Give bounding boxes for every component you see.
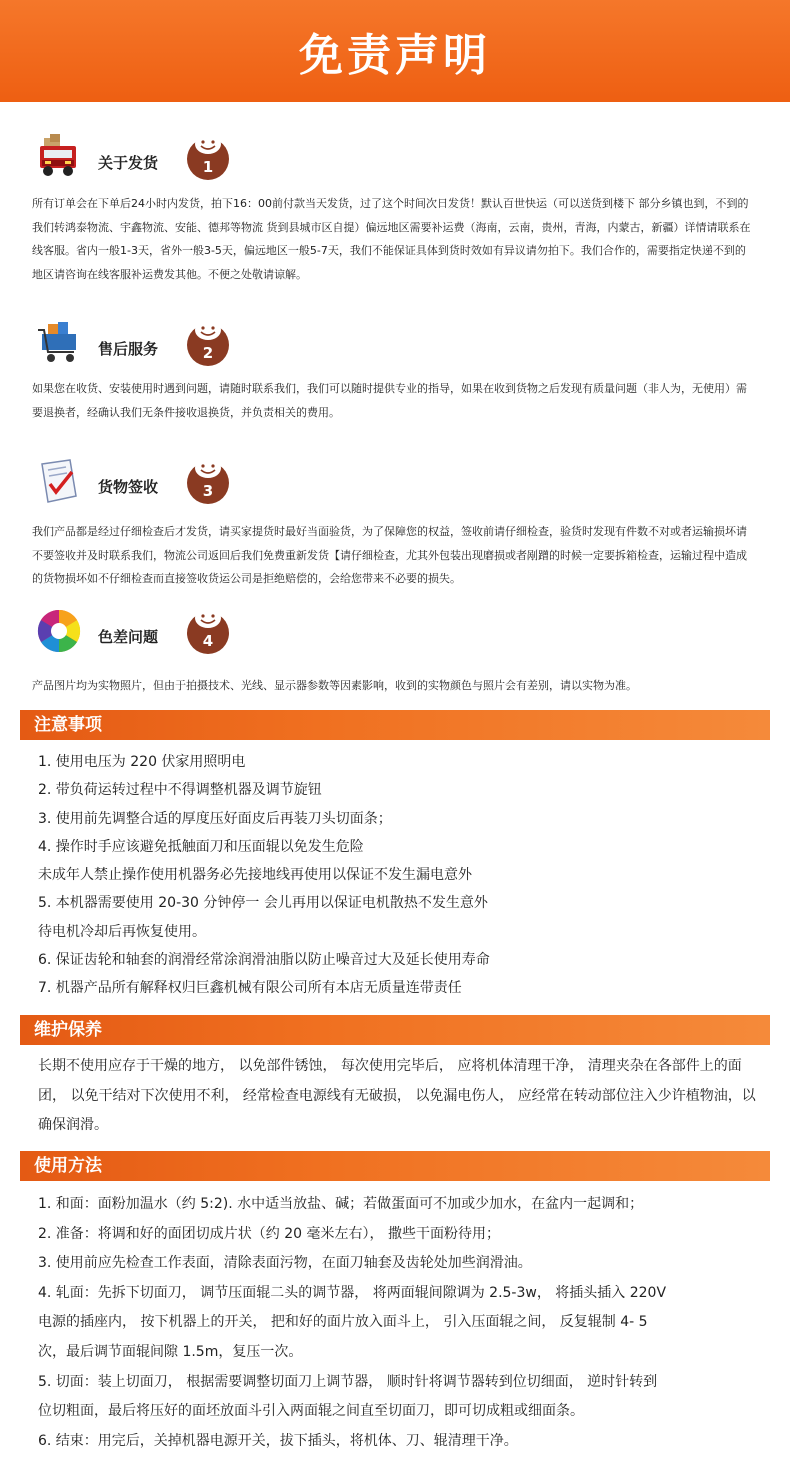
list-item: 电源的插座内， 按下机器上的开关， 把和好的面片放入面斗上， 引入压面辊之间， 反复辊制 4- 5 [38,1314,648,1331]
section-body-aftersales: 如果您在收货、安装使用时遇到问题，请随时联系我们，我们可以随时提供专业的指导，如果在收到货物之后发现有质量问题（非人为，无使用）需要退换者，经确认我们无条件接收退换货，并负责相关的费用。 [32,382,747,419]
list-item: 1. 和面：面粉加温水（约 5:2). 水中适当放盐、碱；若做蛋面可不加或少加水，在盆内一起调和； [38,1196,644,1212]
number-badge [186,456,230,506]
color-wheel-icon [36,608,82,654]
list-item: 次，最后调节面辊间隙 1.5m，复压一次。 [38,1343,303,1360]
section-head-signing [36,454,256,514]
section-body-signing: 我们产品都是经过仔细检查后才发货，请买家提货时最好当面验货，为了保障您的权益，签收前请仔细检查，验货时发现有件数不对或者运输损坏请不要签收并及时联系我们，物流公司返回后我们免费重新发货【请仔细检查，尤其外包装出现磨损或者剐蹭的时候一定要拆箱检查，运输过程中造成的货物损坏如不仔细检查而直接签收货运公司是拒绝赔偿的，会给您带来不必要的损失。 [32,525,747,585]
maintenance-body: 长期不使用应存于干燥的地方， 以免部件锈蚀， 每次使用完毕后， 应将机体清理干净， 清理夹杂在各部件上的面团， 以免干结对下次使用不利， 经常检查电源线有无破损， 以免漏电伤人， 应经常在转动部位注入少许植物油，以确保润滑。 [38,1058,756,1133]
list-item: 5. 本机器需要使用 20-30 分钟停一 会儿再用以保证电机散热不发生意外 [38,895,488,912]
page-title: 免责声明 [299,30,491,81]
section-body-color: 产品图片均为实物照片，但由于拍摄技术、光线、显示器参数等因素影响，收到的实物颜色与照片会有差别，请以实物为准。 [32,679,637,692]
notice-list [38,748,768,1003]
section-title: 货物签收 [98,478,159,496]
section-title: 色差问题 [98,628,159,646]
top-banner [0,0,790,102]
list-item: 4. 操作时手应该避免抵触面刀和压面辊以免发生危险 [38,838,364,855]
list-item: 未成年人禁止操作使用机器务必先接地线再使用以保证不发生漏电意外 [38,867,472,884]
list-item: 3. 使用前应先检查工作表面，清除表面污物，在面刀轴套及齿轮处加些润滑油。 [38,1255,532,1272]
delivery-truck-icon [36,134,82,180]
number-badge [186,318,230,368]
list-item: 2. 准备：将调和好的面团切成片状（约 20 毫米左右）， 撒些干面粉待用； [38,1225,500,1242]
badge-number: 2 [202,344,214,362]
list-item: 2. 带负荷运转过程中不得调整机器及调节旋钮 [38,782,322,799]
section-head-color [36,604,256,664]
number-badge [186,132,230,182]
list-item: 1. 使用电压为 220 伏家用照明电 [38,754,246,770]
badge-number: 1 [202,158,214,176]
checklist-icon [36,458,82,504]
list-item: 7. 机器产品所有解释权归巨鑫机械有限公司所有本店无质量连带责任 [38,980,462,997]
section-body-shipping: 所有订单会在下单后24小时内发货，拍下16：00前付款当天发货，过了这个时间次日发货！默认百世快运（可以送货到楼下 部分乡镇也到，不到的我们转鸿泰物流、宇鑫物流、安能、德邦等物流 货到县城市区自提）偏远地区需要补运费（海南，云南，贵州，青海，内蒙古，新疆）详情请联系在线客服。省内一般1-3天，省外一般3-5天，偏远地区一般5-7天，我们不能保证具体到货时效如有异议请勿拍下。我们合作的，需要指定快递不到的地区请咨询在线客服补运费发其他。不便之处敬请谅解。 [32,197,751,281]
list-item: 4. 轧面：先拆下切面刀， 调节压面辊二头的调节器， 将两面辊间隙调为 2.5-3w， 将插头插入 220V [38,1284,667,1301]
usage-list [38,1190,768,1456]
number-badge [186,606,230,656]
list-item: 待电机冷却后再恢复使用。 [38,923,206,940]
shopping-cart-icon [36,320,82,366]
badge-number: 4 [202,632,214,650]
section-title: 关于发货 [98,154,159,172]
list-item: 6. 保证齿轮和轴套的润滑经常涂润滑油脂以防止噪音过大及延长使用寿命 [38,952,490,969]
section-title: 售后服务 [98,340,159,358]
section-head-shipping [36,130,256,190]
list-item: 5. 切面：装上切面刀， 根据需要调整切面刀上调节器， 顺时针将调节器转到位切细面， 逆时针转到 [38,1373,658,1390]
list-item: 6. 结束：用完后，关掉机器电源开关，拔下插头，将机体、刀、辊清理干净。 [38,1432,518,1449]
list-item: 位切粗面，最后将压好的面坯放面斗引入两面辊之间直至切面刀，即可切成粗或细面条。 [38,1403,584,1420]
list-item: 3. 使用前先调整合适的厚度压好面皮后再装刀头切面条； [38,810,392,827]
section-header-usage: 使用方法 [20,1151,770,1181]
badge-number: 3 [202,482,214,500]
section-head-aftersales [36,316,256,376]
section-header-notice: 注意事项 [20,710,770,740]
section-header-maintenance: 维护保养 [20,1015,770,1045]
